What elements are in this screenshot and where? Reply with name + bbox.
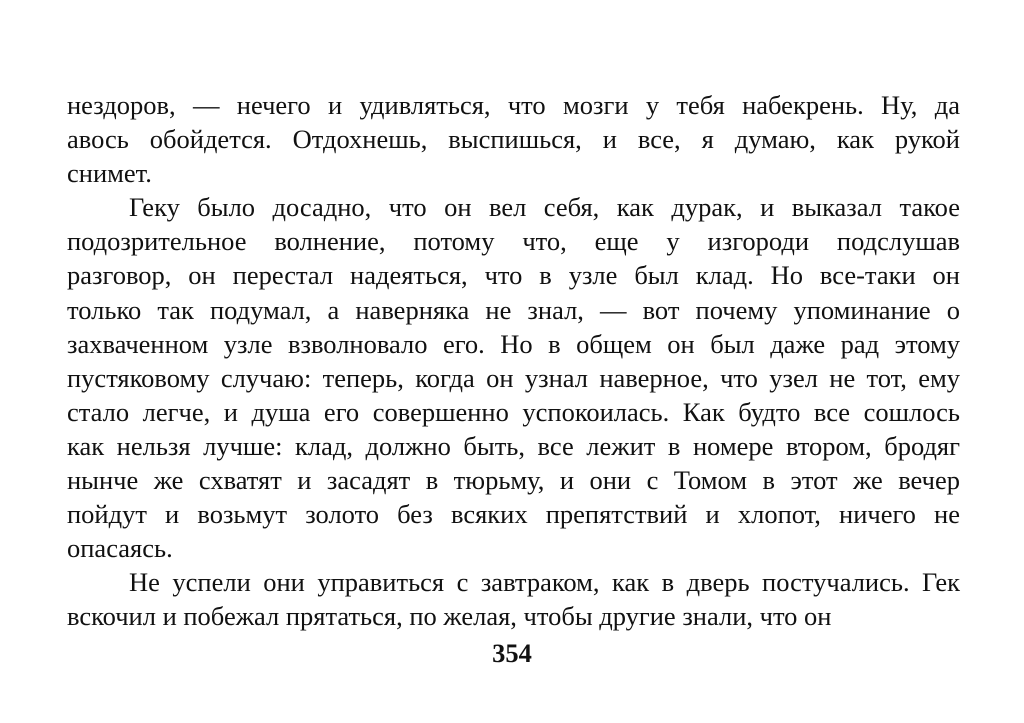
text-line: вскочил и побежал прятаться, по желая, чтобы другие знали, что он	[67, 601, 832, 632]
text-line: пойдут и возьмут золото без всяких препятствий и хлопот, ничего не	[67, 499, 960, 530]
text-line: опасаясь.	[67, 533, 173, 564]
text-line: авось обойдется. Отдохнешь, выспишься, и все, я думаю, как рукой	[67, 124, 960, 155]
text-line: только так подумал, а наверняка не знал, — вот почему упоминание о	[67, 294, 960, 325]
text-line: захваченном узле взволновало его. Но в общем он был даже рад этому	[67, 328, 960, 359]
page-number: 354	[492, 638, 532, 668]
paragraph-3	[67, 565, 960, 633]
body-text	[67, 88, 960, 634]
paragraph-2	[67, 190, 960, 565]
text-line: снимет.	[67, 158, 152, 189]
text-line: как нельзя лучше: клад, должно быть, все лежит в номере втором, бродяг	[67, 430, 960, 461]
text-line: Геку было досадно, что он вел себя, как дурак, и выказал такое	[129, 192, 960, 223]
text-line: подозрительное волнение, потому что, еще у изгороди подслушав	[67, 226, 960, 257]
text-line: нездоров, — нечего и удивляться, что мозги у тебя набекрень. Ну, да	[67, 90, 960, 120]
text-line: нынче же схватят и засадят в тюрьму, и они с Томом в этот же вечер	[67, 465, 960, 496]
text-line: Не успели они управиться с завтраком, как в дверь постучались. Гек	[129, 567, 960, 598]
text-line: пустяковому случаю: теперь, когда он узнал наверное, что узел не тот, ему	[67, 362, 960, 393]
text-line: стало легче, и душа его совершенно успокоилась. Как будто все сошлось	[67, 396, 960, 427]
text-line: разговор, он перестал надеяться, что в узле был клад. Но все-таки он	[67, 260, 960, 291]
paragraph-1	[67, 88, 960, 190]
